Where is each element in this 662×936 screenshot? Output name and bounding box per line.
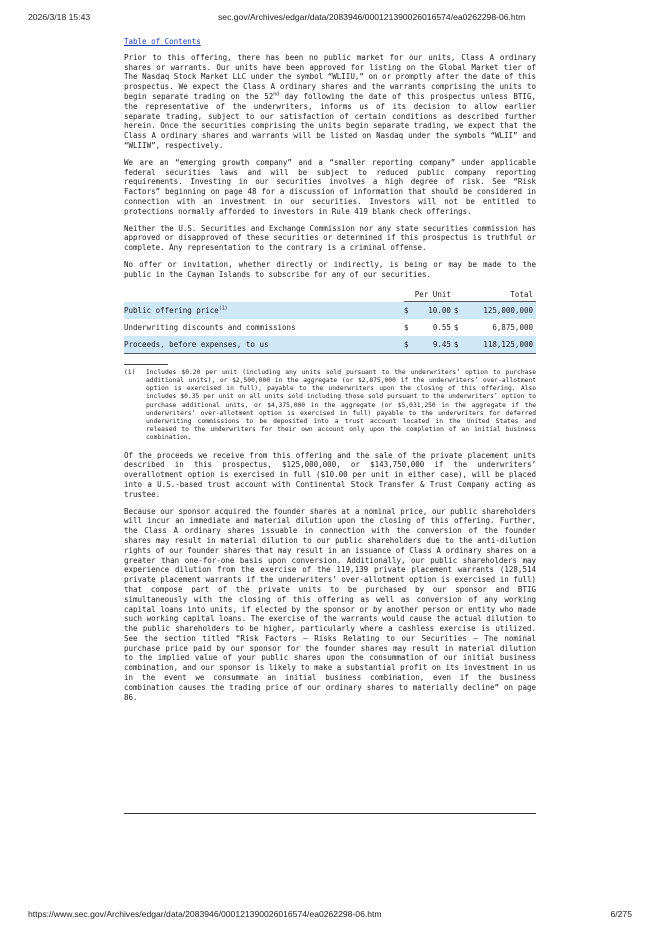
dollar-sign: $ [404, 302, 414, 319]
total-value: 125,000,000 [464, 302, 536, 319]
footnote [124, 369, 536, 443]
offering-price-table [124, 288, 536, 354]
table-row [124, 336, 536, 353]
footnote-text: Includes $0.20 per unit (including any units sold pursuant to the underwriters’ option to purchase additional units), or $2,500,000 in the aggregate (or $2,875,000 if the underwriters’ over-allotment option is exercised in full), payable to the underwriters upon the closing of this offering. Also includes $0.35 per unit on all units sold including those sold pursuant to the underwriters’ option to purchase additional units, or $4,375,000 in the aggregate (or $5,031,250 in the aggregate if the underwriters’ over-allotment option is exercised in full) payable to the underwriters for deferred underwriting commissions to be deposited into a trust account located in the United States and released to the underwriters for their own account only upon the completion of an initial business combination. [146, 368, 536, 442]
page-bottom-divider [124, 813, 536, 814]
footnote-divider [124, 364, 168, 365]
row-label [124, 336, 404, 353]
dollar-sign: $ [404, 319, 414, 336]
print-header-url: sec.gov/Archives/edgar/data/2083946/000121390026016574/ea0262298-06.htm [218, 12, 526, 22]
per-unit-value: 9.45 [414, 336, 454, 353]
paragraph-emerging-growth: We are an “emerging growth company” and a “smaller reporting company” under applicable federal securities laws and will be subject to reduced public company reporting requirements. Investing in our securities involves a high degree of risk. See “Risk Factors” beginning on page 48 for a discussion of information that should be considered in connection with an investment in our securities. Investors will not be entitled to protections normally afforded to investors in Rule 419 blank check offerings. [124, 157, 536, 216]
paragraph-listing-text-b: day following the date of this prospectus unless BTIG, the representative of the underwriters, informs us of its decision to allow earlier separate trading, subject to our satisfaction of certain conditions as described further herein. Once the securities comprising the units begin separate trading, we expect that the Class A ordinary shares and warrants will be listed on Nasdaq under the symbols “WLII” and “WLIIW”, respectively. [124, 91, 536, 150]
table-of-contents-link[interactable]: Table of Contents [124, 37, 201, 46]
per-unit-value: 10.00 [414, 302, 454, 319]
paragraph-cayman-notice: No offer or invitation, whether directly or indirectly, is being or may be made to the public in the Cayman Islands to subscribe for any of our securities. [124, 259, 536, 279]
column-header-per-unit: Per Unit [404, 288, 454, 302]
print-timestamp: 2026/3/18 15:43 [28, 12, 91, 22]
table-row [124, 319, 536, 336]
browser-print-footer [0, 909, 662, 927]
dollar-sign: $ [404, 336, 414, 353]
total-value: 6,875,000 [464, 319, 536, 336]
footnote-ref: (1) [218, 306, 228, 312]
ordinal-suffix: nd [273, 92, 280, 98]
paragraph-dilution: Because our sponsor acquired the founder shares at a nominal price, our public shareholders will incur an immediate and material dilution upon the closing of this offering. Further, the Class A ordinary shares issuable in connection with the conversion of the founder shares may result in material dilution to our public shareholders due to the anti-dilution rights of our founder shares that may result in an issuance of Class A ordinary shares on a greater than one-for-one basis upon conversion. Additionally, our public shareholders may experience dilution from the exercise of the 119,139 private placement warrants (128,514 private placement warrants if the underwriters’ over-allotment option is exercised in full) that compose part of the private units to be purchased by our sponsor and BTIG simultaneously with the closing of this offering as well as conversion of any working capital loans into units, if elected by the sponsor or by another person or entity who made such working capital loans. The exercise of the warrants would cause the actual dilution to the public shareholders to be higher, particularly where a cashless exercise is utilized. See the section titled “Risk Factors — Risks Relating to our Securities — The nominal purchase price paid by our sponsor for the founder shares may result in material dilution to the implied value of your public shares upon the consummation of our initial business combination, and our sponsor is likely to make a substantial profit on its investment in us in the event we consummate an initial business combination, even if the business combination causes the trading price of our ordinary shares to materially decline” on page 86. [124, 506, 536, 702]
footnote-marker: (1) [124, 368, 136, 376]
paragraph-listing-text-a: Prior to this offering, there has been no public market for our units, Class A ordinary shares or warrants. Our units have been approved for listing on the Global Market tier of The Nasdaq Stock Market LLC under the symbol “WLIIU,” on or promptly after the date of this prospectus. We expect the Class A ordinary shares and the warrants comprising the units to begin separate trading on the 52 [124, 52, 536, 101]
dollar-sign: $ [454, 319, 464, 336]
browser-print-header [0, 12, 662, 30]
document-page [124, 37, 536, 709]
row-label [124, 302, 404, 319]
row-label-text: Proceeds, before expenses, to us [124, 339, 269, 349]
per-unit-value: 0.55 [414, 319, 454, 336]
total-value: 118,125,000 [464, 336, 536, 353]
paragraph-trust-account: Of the proceeds we receive from this offering and the sale of the private placement units described in this prospectus, $125,000,000, or $143,750,000 if the underwriters’ overallotment option is exercised in full ($10.00 per unit in either case), will be placed into a U.S.-based trust account with Continental Stock Transfer & Trust Company acting as trustee. [124, 450, 536, 499]
paragraph-listing [124, 53, 536, 151]
dollar-sign: $ [454, 302, 464, 319]
row-label-text: Underwriting discounts and commissions [124, 323, 296, 333]
row-label-text: Public offering price [124, 306, 219, 316]
dollar-sign: $ [454, 336, 464, 353]
print-footer-url: https://www.sec.gov/Archives/edgar/data/2083946/000121390026016574/ea0262298-06.htm [28, 909, 382, 919]
print-page-indicator: 6/275 [610, 909, 632, 919]
table-header-blank [124, 288, 404, 302]
row-label [124, 319, 404, 336]
column-header-total: Total [454, 288, 536, 302]
table-row [124, 302, 536, 319]
table-header-row [124, 288, 536, 302]
paragraph-sec-disclaimer: Neither the U.S. Securities and Exchange Commission nor any state securities commission has approved or disapproved of these securities or determined if this prospectus is truthful or complete. Any representation to the contrary is a criminal offense. [124, 223, 536, 253]
